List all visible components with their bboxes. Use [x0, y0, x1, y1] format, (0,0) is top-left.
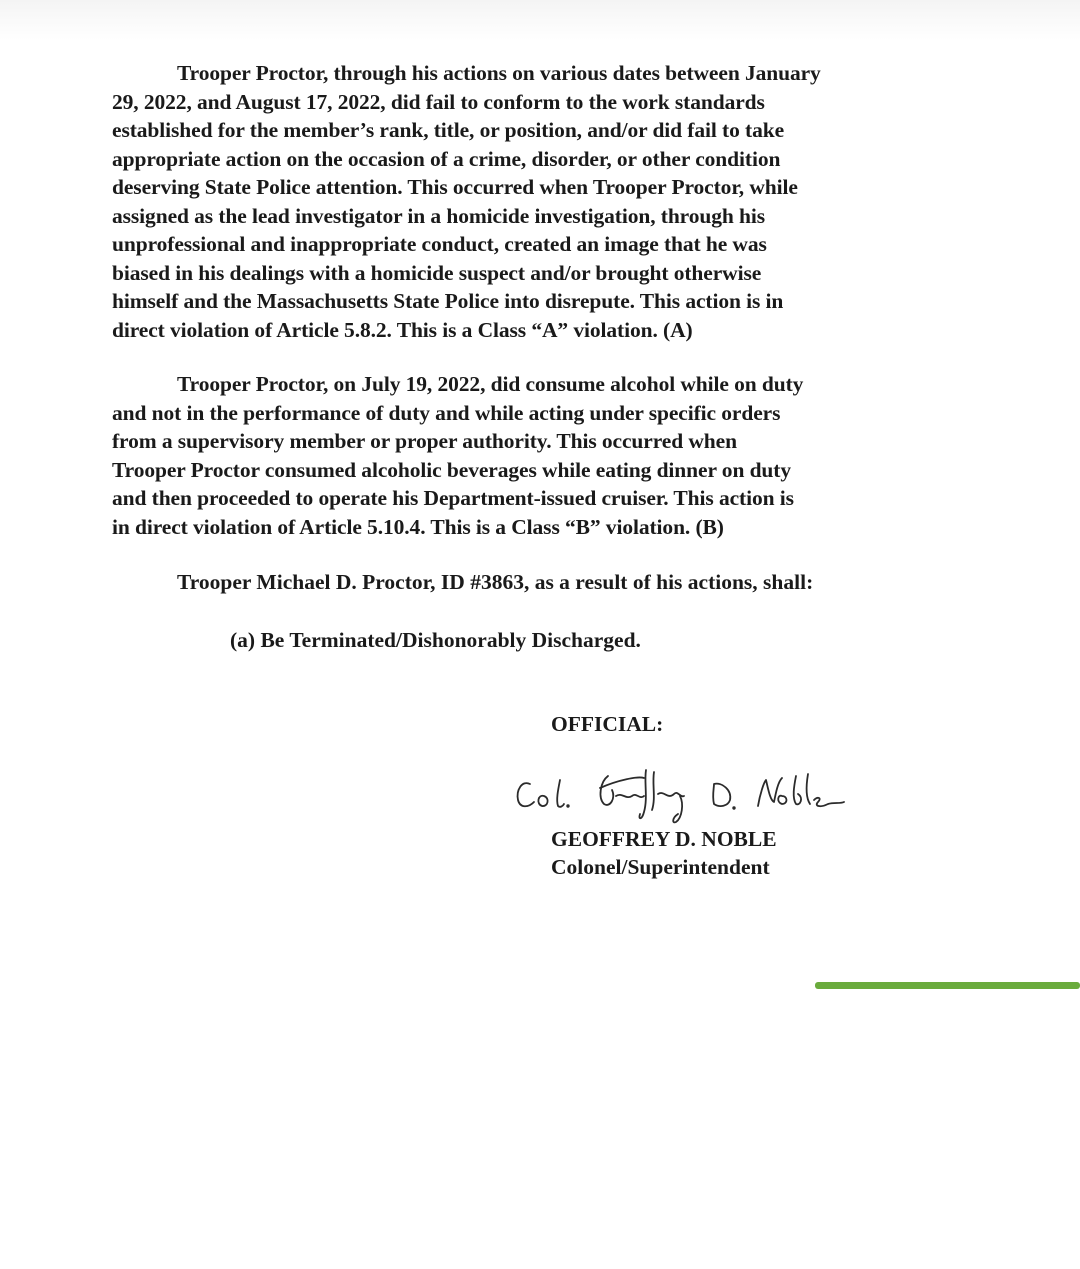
text-line: assigned as the lead investigator in a homicide investigation, through his — [112, 203, 766, 228]
text-line: biased in his dealings with a homicide suspect and/or brought otherwise — [112, 260, 762, 285]
violation-paragraph-b — [112, 370, 932, 541]
text-line: 29, 2022, and August 17, 2022, did fail to conform to the work standards — [112, 89, 765, 114]
order-item: (a) Be Terminated/Dishonorably Discharged. — [230, 628, 641, 652]
text-line: Trooper Proctor, on July 19, 2022, did consume alcohol while on duty — [177, 372, 804, 396]
text-line: and then proceeded to operate his Department-issued cruiser. This action is — [112, 486, 794, 510]
official-label: OFFICIAL: — [551, 712, 664, 736]
violation-paragraph-a — [112, 59, 932, 344]
signer-title: Colonel/Superintendent — [551, 855, 770, 879]
text-line: in direct violation of Article 5.10.4. This is a Class “B” violation. (B) — [112, 514, 724, 539]
text-line: and not in the performance of duty and while acting under specific orders — [112, 400, 781, 425]
text-line: established for the member’s rank, title, or position, and/or did fail to take — [112, 118, 785, 142]
text-line: Trooper Proctor consumed alcoholic beverages while eating dinner on duty — [112, 457, 791, 482]
green-scroll-indicator — [815, 982, 1080, 989]
text-line: deserving State Police attention. This occurred when Trooper Proctor, while — [112, 175, 798, 199]
handwritten-signature — [508, 762, 858, 832]
text-line: from a supervisory member or proper authority. This occurred when — [112, 429, 737, 453]
signer-name: GEOFFREY D. NOBLE — [551, 827, 777, 851]
text-line: unprofessional and inappropriate conduct, created an image that he was — [112, 232, 767, 256]
order-intro: Trooper Michael D. Proctor, ID #3863, as a result of his actions, shall: — [177, 570, 814, 594]
text-line: appropriate action on the occasion of a crime, disorder, or other condition — [112, 146, 781, 171]
text-line: himself and the Massachusetts State Police into disrepute. This action is in — [112, 289, 784, 313]
text-line: direct violation of Article 5.8.2. This is a Class “A” violation. (A) — [112, 317, 693, 342]
text-line: Trooper Proctor, through his actions on various dates between January — [177, 61, 821, 85]
